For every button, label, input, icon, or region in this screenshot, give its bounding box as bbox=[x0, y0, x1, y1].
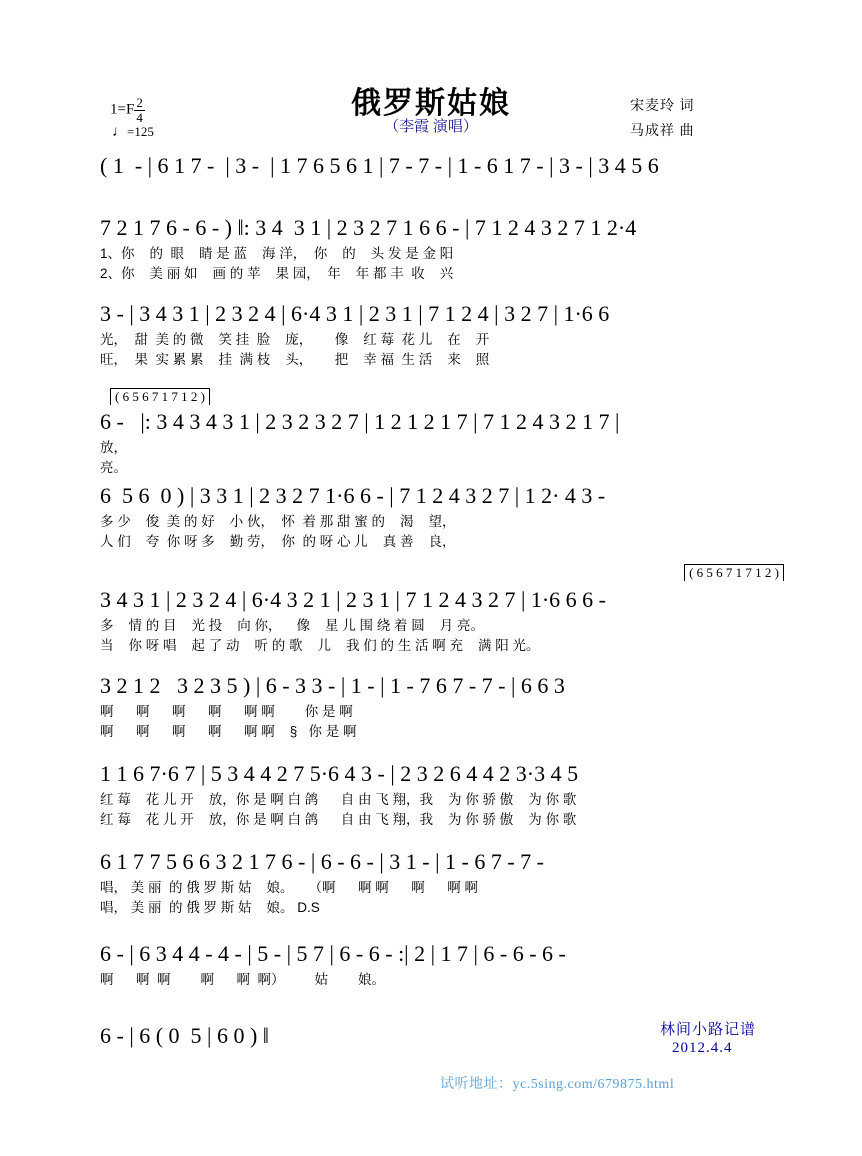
lyric-verse-1: 啊 啊 啊 啊 啊 啊） 姑 娘。 bbox=[100, 972, 386, 987]
grace-note-group: ( 6 5 6 7 1 7 1 2 ) bbox=[684, 564, 784, 581]
lyric-verse-2: 啊 啊 啊 啊 啊 啊 § 你 是 啊 bbox=[100, 724, 357, 739]
lyric-verse-2: 当 你 呀 唱 起 了 动 听 的 歌 儿 我 们 的 生 活 啊 充 满 阳 光。 bbox=[100, 638, 540, 653]
score-line-8 bbox=[100, 758, 790, 830]
notation-row: 6 - |: 3 4 3 4 3 1 | 2 3 2 3 2 7 | 1 2 1 2 1 7 | 7 1 2 4 3 2 1 7 | bbox=[100, 409, 620, 434]
notation-row: 6 - | 6 3 4 4 - 4 - | 5 - | 5 7 | 6 - 6 - :| 2 | 1 7 | 6 - 6 - 6 - bbox=[100, 941, 566, 966]
lyricist-credit: 宋麦玲 词 bbox=[630, 99, 695, 114]
composer-credit: 马成祥 曲 bbox=[630, 124, 695, 139]
lyric-verse-2: 旺， 果 实 累 累 挂 满 枝 头， 把 幸 福 生 活 来 照 bbox=[100, 352, 490, 367]
lyric-verse-2: 唱， 美 丽 的 俄 罗 斯 姑 娘。 D.S bbox=[100, 900, 320, 915]
notation-row: 1 1 6 7·6 7 | 5 3 4 4 2 7 5·6 4 3 - | 2 3 2 6 4 4 2 3·3 4 5 bbox=[100, 761, 579, 786]
lyric-verse-2: 2、你 美 丽 如 画 的 苹 果 园， 年 年 都 丰 收 兴 bbox=[100, 266, 454, 281]
score-line-10 bbox=[100, 938, 790, 990]
score-line-6 bbox=[100, 566, 790, 656]
notation-row: 3 4 3 1 | 2 3 2 4 | 6·4 3 2 1 | 2 3 1 | 7 1 2 4 3 2 7 | 1·6 6 6 - bbox=[100, 587, 606, 612]
lyric-verse-2: 人 们 夸 你 呀 多 勤 劳， 你 的 呀 心 儿 真 善 良， bbox=[100, 534, 456, 549]
notation-row: 3 2 1 2 3 2 3 5 ) | 6 - 3 3 - | 1 - | 1 - 7 6 7 - 7 - | 6 6 3 bbox=[100, 673, 565, 698]
tempo-text: =125 bbox=[127, 124, 154, 139]
lyric-verse-1: 多 情 的 目 光 投 向 你， 像 星 儿 围 绕 着 圆 月 亮。 bbox=[100, 618, 485, 633]
score-line-9 bbox=[100, 846, 790, 918]
lyric-verse-1: 放， bbox=[100, 440, 127, 455]
score-line-3 bbox=[100, 298, 790, 370]
key-signature-text: 1=F bbox=[110, 101, 135, 118]
listen-url[interactable]: 试听地址：yc.5sing.com/679875.html bbox=[440, 1077, 675, 1092]
score-line-2 bbox=[100, 212, 790, 284]
lyric-verse-1: 光， 甜 美 的 微 笑 挂 脸 庞， 像 红 莓 花 儿 在 开 bbox=[100, 332, 490, 347]
performer-subtitle: （李霞 演唱） bbox=[384, 119, 478, 135]
grace-note-group: ( 6 5 6 7 1 7 1 2 ) bbox=[110, 388, 210, 405]
lyric-verse-1: 1、你 的 眼 睛 是 蓝 海 洋， 你 的 头 发 是 金 阳 bbox=[100, 246, 454, 261]
score-line-5 bbox=[100, 480, 790, 552]
scribe-credit: 林间小路记谱 bbox=[660, 1022, 757, 1038]
lyric-verse-1: 红 莓 花 儿 开 放，你 是 啊 白 鸽 自 由 飞 翔，我 为 你 骄 傲 为 你 歌 bbox=[100, 792, 577, 807]
page-title: 俄罗斯姑娘 bbox=[351, 87, 511, 120]
lyric-verse-1: 啊 啊 啊 啊 啊 啊 你 是 啊 bbox=[100, 704, 353, 719]
lyric-verse-2: 亮。 bbox=[100, 460, 127, 475]
score-line-4 bbox=[100, 384, 790, 478]
lyric-verse-2: 红 莓 花 儿 开 放，你 是 啊 白 鸽 自 由 飞 翔，我 为 你 骄 傲 为 你 歌 bbox=[100, 812, 577, 827]
notation-row: 6 1 7 7 5 6 6 3 2 1 7 6 - | 6 - 6 - | 3 1 - | 1 - 6 7 - 7 - bbox=[100, 849, 544, 874]
score-line-1 bbox=[100, 150, 790, 182]
meter-top: 2 bbox=[136, 95, 143, 110]
score-line-7 bbox=[100, 670, 790, 742]
lyric-verse-1: 唱， 美 丽 的 俄 罗 斯 姑 娘。 （啊 啊 啊 啊 啊 啊 bbox=[100, 880, 479, 895]
notation-row: 3 - | 3 4 3 1 | 2 3 2 4 | 6·4 3 1 | 2 3 1 | 7 1 2 4 | 3 2 7 | 1·6 6 bbox=[100, 301, 610, 326]
lyric-verse-1: 多 少 俊 美 的 好 小 伙， 怀 着 那 甜 蜜 的 渴 望， bbox=[100, 514, 456, 529]
notation-row: 7 2 1 7 6 - 6 - ) ‖: 3 4 3 1 | 2 3 2 7 1 6 6 - | 7 1 2 4 3 2 7 1 2·4 bbox=[100, 215, 637, 240]
quarter-note-icon: ♩ bbox=[112, 124, 127, 140]
notation-row: ( 1 - | 6 1 7 - | 3 - | 1 7 6 5 6 1 | 7 - 7 - | 1 - 6 1 7 - | 3 - | 3 4 5 6 bbox=[100, 153, 659, 178]
notation-row: 6 5 6 0 ) | 3 3 1 | 2 3 2 7 1·6 6 - | 7 1 2 4 3 2 7 | 1 2· 4 3 - bbox=[100, 483, 606, 508]
score-date: 2012.4.4 bbox=[672, 1040, 733, 1056]
meter-bottom: 4 bbox=[136, 109, 143, 125]
notation-row: 6 - | 6 ( 0 5 | 6 0 ) ‖ bbox=[100, 1023, 269, 1048]
